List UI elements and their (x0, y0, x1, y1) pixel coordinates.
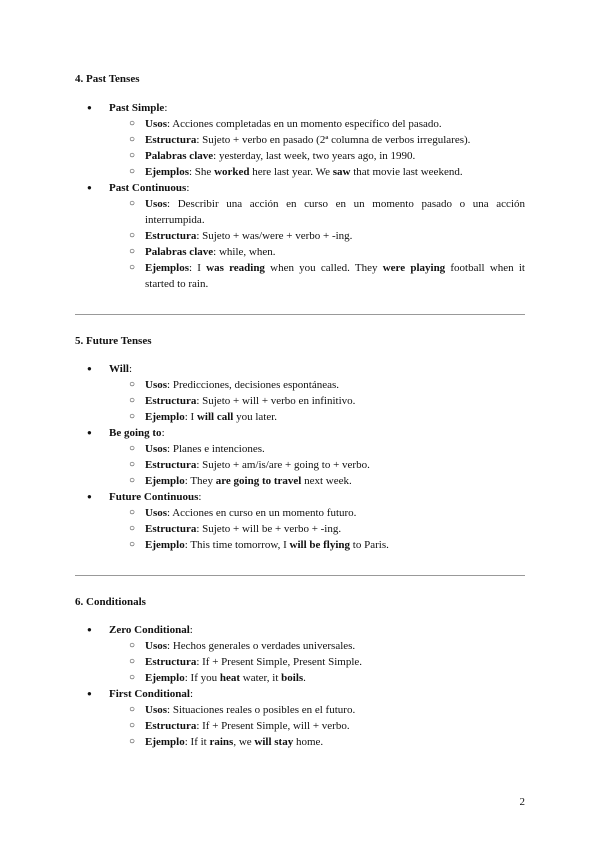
text-run: : This time tomorrow, I (184, 539, 290, 551)
bold-text: Ejemplo (145, 411, 185, 423)
bold-text: are going to travel (215, 475, 302, 487)
text-run: : Sujeto + will + verbo en infinitivo. (196, 395, 356, 407)
section-list (75, 361, 525, 553)
bullet-item (75, 100, 525, 180)
text-run: : Situaciones reales o posibles en el futuro. (167, 704, 356, 716)
sub-item (109, 377, 525, 393)
bullet-label: ● First Conditional: (109, 688, 193, 700)
bold-text: Ejemplos (145, 166, 189, 178)
sub-list (109, 116, 525, 180)
bullet-label-text: Will (109, 363, 129, 375)
bold-text: Palabras clave (145, 246, 214, 258)
text-run: next week. (301, 475, 352, 487)
section-divider (75, 314, 525, 315)
sub-item (109, 116, 525, 132)
text-run: football when it started to rain. (145, 262, 525, 290)
text-run: you later. (233, 411, 278, 423)
bullet-item (75, 622, 525, 686)
bold-text: Estructura (145, 134, 197, 146)
bold-text: Usos (145, 198, 168, 210)
section-title: 5. Future Tenses (75, 335, 152, 347)
section-title: 4. Past Tenses (75, 73, 140, 85)
bold-text: Estructura (145, 523, 197, 535)
sub-item (109, 638, 525, 654)
bullet-label-text: Future Continuous (109, 491, 199, 503)
section-divider (75, 575, 525, 576)
text-run: : while, when. (213, 246, 276, 258)
bold-text: Usos (145, 704, 168, 716)
text-run: : If + Present Simple, will + verbo. (196, 720, 350, 732)
bullet-label-text: Be going to (109, 427, 162, 439)
bullet-label: ● Zero Conditional: (109, 624, 193, 636)
text-run: here last year. We (249, 166, 333, 178)
text-run: : She (189, 166, 215, 178)
sub-item (109, 132, 525, 148)
text-run: : Describir una acción en curso en un momento pasado o una acción interrumpida. (145, 198, 525, 226)
text-run: . (303, 672, 306, 684)
bullet-label: ● Will: (109, 363, 132, 375)
bold-text: saw (332, 166, 351, 178)
bold-text: will call (196, 411, 234, 423)
text-run: when you called. They (264, 262, 383, 274)
sub-item (109, 537, 525, 553)
bold-text: Usos (145, 379, 168, 391)
text-run: : Sujeto + was/were + verbo + -ing. (196, 230, 353, 242)
text-run: to Paris. (350, 539, 389, 551)
text-run: : Acciones completadas en un momento específico del pasado. (167, 118, 442, 130)
sub-list (109, 377, 525, 425)
sub-item (109, 244, 525, 260)
sub-item (109, 148, 525, 164)
bold-text: Estructura (145, 230, 197, 242)
text-run: : They (184, 475, 216, 487)
sub-item (109, 702, 525, 718)
bullet-label-text: Zero Conditional (109, 624, 190, 636)
bold-text: Usos (145, 640, 168, 652)
bullet-label-text: Past Continuous (109, 182, 187, 194)
bullet-label: ● Past Continuous: (109, 182, 189, 194)
bullet-item (75, 489, 525, 553)
sub-list (109, 505, 525, 553)
bold-text: will stay (254, 736, 294, 748)
text-run: : Planes e intenciones. (167, 443, 265, 455)
text-run: : Sujeto + verbo en pasado (2ª columna de verbos irregulares). (196, 134, 471, 146)
bold-text: Usos (145, 118, 168, 130)
sub-item (109, 521, 525, 537)
bold-text: Ejemplo (145, 475, 185, 487)
text-run: : Sujeto + am/is/are + going to + verbo. (196, 459, 370, 471)
bold-text: Ejemplo (145, 672, 185, 684)
sub-item (109, 457, 525, 473)
sub-item (109, 196, 525, 228)
bold-text: boils (281, 672, 304, 684)
bold-text: Ejemplo (145, 736, 185, 748)
bold-text: worked (214, 166, 250, 178)
bold-text: Estructura (145, 459, 197, 471)
sub-item (109, 393, 525, 409)
bullet-item (75, 425, 525, 489)
sub-list (109, 638, 525, 686)
sub-item (109, 718, 525, 734)
sub-list (109, 196, 525, 292)
text-run: , we (233, 736, 255, 748)
bold-text: was reading (206, 262, 265, 274)
sub-item (109, 409, 525, 425)
bold-text: Estructura (145, 656, 197, 668)
text-run: : yesterday, last week, two years ago, in 1990. (213, 150, 416, 162)
bullet-label: ● Past Simple: (109, 102, 167, 114)
bold-text: were playing (382, 262, 446, 274)
bullet-item (75, 361, 525, 425)
sub-item (109, 228, 525, 244)
bullet-item (75, 686, 525, 750)
text-run: that movie last weekend. (350, 166, 463, 178)
sub-item (109, 505, 525, 521)
bold-text: Estructura (145, 395, 197, 407)
text-run: water, it (240, 672, 282, 684)
sub-item (109, 260, 525, 292)
bold-text: heat (219, 672, 241, 684)
bullet-label: ● Be going to: (109, 427, 165, 439)
bold-text: Ejemplo (145, 539, 185, 551)
bold-text: Estructura (145, 720, 197, 732)
bold-text: Usos (145, 507, 168, 519)
bold-text: Usos (145, 443, 168, 455)
sub-item (109, 441, 525, 457)
text-run: : Sujeto + will be + verbo + -ing. (196, 523, 342, 535)
bullet-item (75, 180, 525, 292)
text-run: : Acciones en curso en un momento futuro. (167, 507, 357, 519)
bullet-label: ● Future Continuous: (109, 491, 201, 503)
bold-text: Palabras clave (145, 150, 214, 162)
sub-item (109, 473, 525, 489)
text-run: : If it (184, 736, 210, 748)
bold-text: will be flying (289, 539, 351, 551)
bold-text: rains (209, 736, 234, 748)
text-run: home. (293, 736, 324, 748)
sub-list (109, 441, 525, 489)
text-run: : If you (184, 672, 220, 684)
bullet-label-text: Past Simple (109, 102, 165, 114)
text-run: : Hechos generales o verdades universales. (167, 640, 356, 652)
section-list (75, 622, 525, 750)
page-number: 2 (519, 796, 525, 808)
sub-item (109, 670, 525, 686)
sub-item (109, 734, 525, 750)
sub-item (109, 654, 525, 670)
text-run: : If + Present Simple, Present Simple. (196, 656, 363, 668)
section-list (75, 100, 525, 292)
bold-text: Ejemplos (145, 262, 189, 274)
text-run: : I (184, 411, 197, 423)
sub-item (109, 164, 525, 180)
text-run: : I (189, 262, 207, 274)
text-run: : Predicciones, decisiones espontáneas. (167, 379, 339, 391)
section-title: 6. Conditionals (75, 596, 146, 608)
bullet-label-text: First Conditional (109, 688, 190, 700)
sub-list (109, 702, 525, 750)
